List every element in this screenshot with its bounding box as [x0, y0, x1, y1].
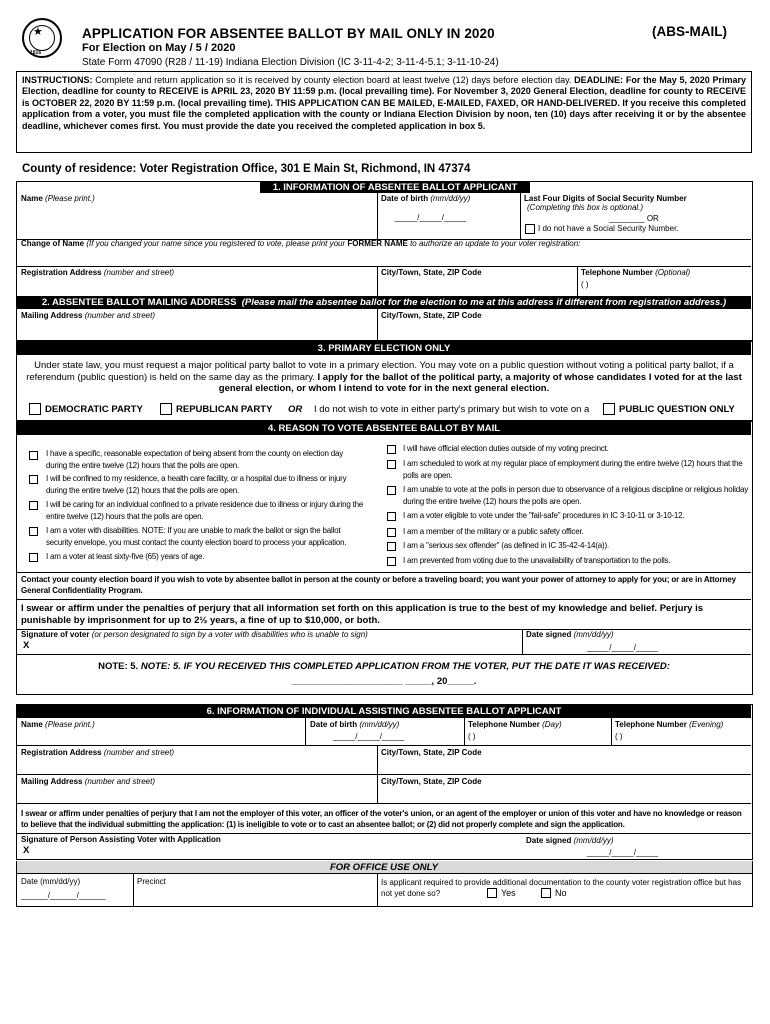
reason-fail-safe-checkbox[interactable]	[387, 512, 396, 521]
section-4-header: 4. REASON TO VOTE ABSENTEE BALLOT BY MAIL	[17, 422, 751, 435]
assistant-signature-field[interactable]: X	[23, 845, 30, 856]
section-5-note: NOTE: 5. NOTE: 5. IF YOU RECEIVED THIS COMPLETED APPLICATION FROM THE VOTER, PUT THE DATE IT WAS RECEIVED:	[98, 661, 670, 672]
phone-field[interactable]: ( )	[581, 280, 589, 289]
yes-label: Yes	[501, 888, 516, 898]
section-3-header: 3. PRIMARY ELECTION ONLY	[17, 342, 751, 355]
assistant-day-phone-label: Telephone Number (Day)	[468, 720, 562, 729]
democratic-label: DEMOCRATIC PARTY	[45, 404, 143, 415]
reason-disabilities-checkbox[interactable]	[29, 527, 38, 536]
reason-age: I am a voter at least sixty-five (65) years of age.	[46, 552, 205, 561]
section-3-box	[16, 341, 753, 421]
office-use-header: FOR OFFICE USE ONLY	[329, 862, 439, 873]
change-of-name-label: Change of Name (If you changed your name since you registered to vote, please print your FORMER NAME to authorize an update to your voter registration:	[21, 239, 581, 248]
republican-checkbox[interactable]	[160, 403, 172, 415]
public-question-label: PUBLIC QUESTION ONLY	[619, 404, 735, 415]
instructions-box: INSTRUCTIONS: Complete and return application so it is received by county election board at least twelve (12) days before election day. DEADLINE: For the May 5, 2020 Primary Election, deadline for county to RECEIVE is APRIL 23, 2020 BY 11:59 p.m. (local prevailing time). For November 3, 2020 General Election, deadline for county to RECEIVE is OCTOBER 22, 2020 BY 11:59 p.m. (local prevailing time). THIS APPLICATION CAN BE MAILED, E-MAILED, FAXED, OR HAND-DELIVERED. If you receive this completed application from a voter, you must file the completed application with the county or Indiana Election Division by noon, ten (10) days after receiving it or by the absentee deadline, whichever comes first. You must provide the date you received the completed application in box 5.	[16, 71, 752, 153]
yes-checkbox[interactable]	[487, 888, 497, 898]
dob-label: Date of birth (mm/dd/yy)	[381, 194, 471, 203]
reason-confined-checkbox[interactable]	[29, 475, 38, 484]
assistant-perjury-statement: I swear or affirm under penalties of perjury that I am not the employer of this voter, an officer of the voter's union, or an agent of the employer or union of this voter and have no knowledge or reason to believe that the individual submitting the application: (1) is ineligible to vote or to cast an absentee ballot; or (2) did not properly complete and sign the application.	[21, 809, 742, 829]
assistant-evening-phone-field[interactable]: ( )	[615, 732, 623, 741]
phone-label: Telephone Number (Optional)	[581, 268, 691, 277]
reason-absent: I have a specific, reasonable expectation of being absent from the county on election day during the entire twelve (12) hours that the polls are open.	[46, 449, 344, 470]
reason-sex-offender: I am a "serious sex offender" (as defined in IC 35-42-4-14(a)).	[403, 541, 609, 550]
assistant-name-label: Name (Please print.)	[21, 720, 95, 729]
assistant-dob-field[interactable]: _____/_____/_____	[333, 732, 405, 741]
assistant-date-signed-label: Date signed (mm/dd/yy)	[526, 836, 614, 845]
assistant-evening-phone-label: Telephone Number (Evening)	[615, 720, 724, 729]
democratic-checkbox[interactable]	[29, 403, 41, 415]
date-signed-label: Date signed (mm/dd/yy)	[526, 630, 614, 639]
no-checkbox[interactable]	[541, 888, 551, 898]
assistant-day-phone-field[interactable]: ( )	[468, 732, 476, 741]
election-date: For Election on May / 5 / 2020	[82, 42, 236, 54]
voter-signature-field[interactable]: X	[23, 640, 30, 651]
reason-election-duties-checkbox[interactable]	[387, 445, 396, 454]
form-info: State Form 47090 (R28 / 11-19) Indiana Election Division (IC 3-11-4-2; 3-11-4-5.1; 3-11-10-24)	[82, 57, 499, 68]
date-signed-field[interactable]: _____/_____/_____	[587, 643, 659, 652]
reason-absent-checkbox[interactable]	[29, 451, 38, 460]
office-use-header-bar	[16, 861, 753, 874]
dob-field[interactable]: _____/_____/_____	[395, 213, 467, 222]
or-label: OR	[288, 404, 303, 415]
no-ssn-label: I do not have a Social Security Number.	[538, 224, 679, 233]
reason-confined: I will be confined to my residence, a health care facility, or a hospital due to illness or injury during the entire twelve (12) hours that the polls are open.	[46, 474, 347, 495]
assistant-signature-label: Signature of Person Assisting Voter with Application	[21, 835, 221, 844]
office-date-field[interactable]: ______/______/______	[21, 891, 106, 900]
form-code: (ABS-MAIL)	[652, 24, 727, 39]
no-label: No	[555, 888, 567, 898]
public-question-checkbox[interactable]	[603, 403, 615, 415]
reason-transportation: I am prevented from voting due to the unavailability of transportation to the polls.	[403, 556, 671, 565]
office-use-box	[16, 874, 753, 907]
contact-board-note: Contact your county election board if you wish to vote by absentee ballot in person at the county or before a traveling board; you want your power of attorney to apply for you; or are in Attorney General Confidentiality Program.	[21, 575, 736, 595]
reason-work-checkbox[interactable]	[387, 460, 396, 469]
section-4-box	[16, 421, 753, 695]
received-date-field[interactable]: _____________________ _____, 20_____.	[291, 676, 477, 687]
assistant-mailing-label: Mailing Address (number and street)	[21, 777, 155, 786]
reason-election-duties: I will have official election duties outside of my voting precinct.	[403, 444, 609, 453]
no-ssn-checkbox[interactable]	[525, 224, 535, 234]
public-question-text: I do not wish to vote in either party's primary but wish to vote on a	[314, 404, 590, 415]
section-1-header: 1. INFORMATION OF ABSENTEE BALLOT APPLICANT	[260, 182, 530, 193]
perjury-statement: I swear or affirm under the penalties of perjury that all information set forth on this application is true to the best of my knowledge and belief. Perjury is punishable by imprisonment for up to 2½ years, a fine of up to $10,000, or both.	[21, 603, 704, 626]
section-6-header: 6. INFORMATION OF INDIVIDUAL ASSISTING ABSENTEE BALLOT APPLICANT	[17, 705, 751, 718]
reason-military: I am a member of the military or a public safety officer.	[403, 527, 584, 536]
reason-sex-offender-checkbox[interactable]	[387, 542, 396, 551]
city-label: City/Town, State, ZIP Code	[381, 268, 482, 277]
section-6-box	[16, 704, 753, 860]
county-of-residence: County of residence: Voter Registration Office, 301 E Main St, Richmond, IN 47374	[22, 163, 471, 175]
mailing-city-label: City/Town, State, ZIP Code	[381, 311, 482, 320]
office-date-label: Date (mm/dd/yy)	[21, 877, 81, 886]
reason-fail-safe: I am a voter eligible to vote under the "fail-safe" procedures in IC 3-10-11 or 3-10-12.	[403, 511, 685, 520]
reason-work: I am scheduled to work at my regular place of employment during the entire twelve (12) hours that the polls are open.	[403, 459, 743, 480]
reason-age-checkbox[interactable]	[29, 553, 38, 562]
applicant-name-label: Name (Please print.)	[21, 194, 95, 203]
reason-religious: I am unable to vote at the polls in person due to observance of a religious discipline or religious holiday during the entire twelve (12) hours the polls are open.	[403, 485, 748, 506]
assistant-city-label: City/Town, State, ZIP Code	[381, 748, 482, 757]
section-2-header: 2. ABSENTEE BALLOT MAILING ADDRESS (Please mail the absentee ballot for the election to me at this address if different from registration address.)	[17, 296, 751, 309]
assistant-registration-label: Registration Address (number and street)	[21, 748, 175, 757]
primary-instructions: Under state law, you must request a major political party ballot to vote in a primary election. You may vote on a public question without voting a political party ballot, if a referendum (public question) is held on the same day as the primary. I apply for the ballot of the political party, a majority of whose candidates I voted for at the last general election, or whom I intend to vote for in the next general election.	[26, 360, 742, 394]
assistant-mailing-city-label: City/Town, State, ZIP Code	[381, 777, 482, 786]
reason-military-checkbox[interactable]	[387, 528, 396, 537]
assistant-date-signed-field[interactable]: _____/_____/_____	[587, 848, 659, 857]
section-1-2-box	[16, 181, 753, 341]
ssn-hint: (Completing this box is optional.)	[527, 203, 644, 212]
reason-disabilities: I am a voter with disabilities. NOTE: If you are unable to mark the ballot or sign the ballot security envelope, you must contact the county election board to process your application.	[46, 526, 347, 547]
ssn-label: Last Four Digits of Social Security Number	[524, 194, 687, 203]
precinct-label: Precinct	[137, 877, 166, 886]
mailing-address-label: Mailing Address (number and street)	[21, 311, 155, 320]
documentation-question: Is applicant required to provide additional documentation to the county voter registration office but has not yet done so?	[381, 878, 742, 898]
republican-label: REPUBLICAN PARTY	[176, 404, 273, 415]
reason-caring-checkbox[interactable]	[29, 501, 38, 510]
reason-caring: I will be caring for an individual confined to a private residence due to illness or injury during the entire twelve (12) hours that the polls are open.	[46, 500, 364, 521]
ssn-field[interactable]: ________ OR	[609, 214, 659, 223]
form-title: APPLICATION FOR ABSENTEE BALLOT BY MAIL ONLY IN 2020	[82, 26, 495, 41]
registration-address-label: Registration Address (number and street)	[21, 268, 175, 277]
assistant-dob-label: Date of birth (mm/dd/yy)	[310, 720, 400, 729]
voter-signature-label: Signature of voter (or person designated to sign by a voter with disabilities who is unable to sign)	[21, 630, 368, 639]
reason-religious-checkbox[interactable]	[387, 486, 396, 495]
reason-transportation-checkbox[interactable]	[387, 557, 396, 566]
state-seal-icon: ★ 1816	[22, 18, 62, 58]
